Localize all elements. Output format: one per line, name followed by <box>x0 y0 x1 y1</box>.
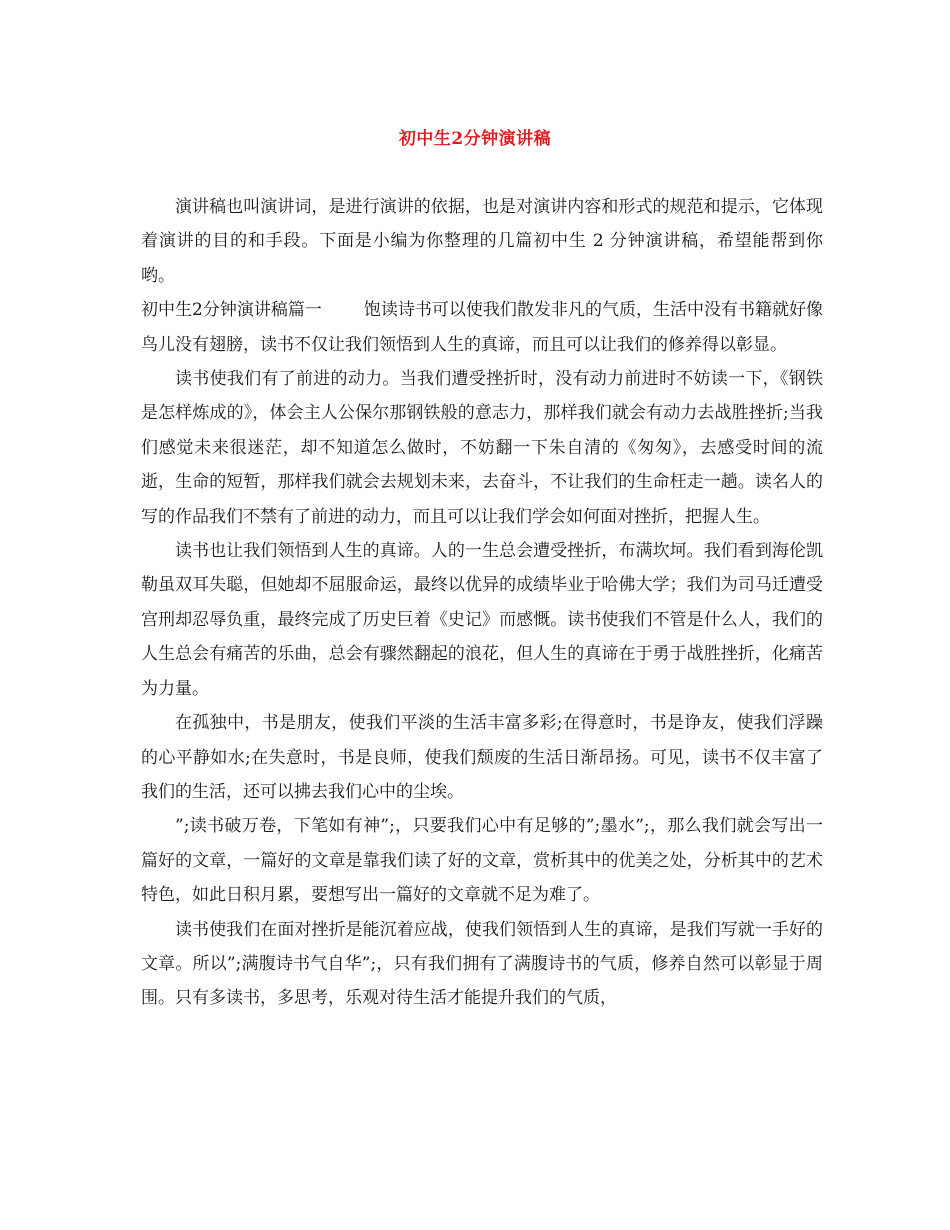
body-paragraph-friend: 在孤独中，书是朋友，使我们平淡的生活丰富多彩;在得意时，书是诤友，使我们浮躁的心平静如水;在失意时，书是良师，使我们颓废的生活日渐昂扬。可见，读书不仅丰富了我们的生活，还可以拂去我们心中的尘埃。 <box>141 713 823 802</box>
section-text: 饱读诗书可以使我们散发非凡的气质，生活中没有书籍就好像鸟儿没有翅膀，读书不仅让我们领悟到人生的真谛，而且可以让我们的修养得以彰显。 <box>141 300 823 355</box>
body-paragraph-conclusion: 读书使我们在面对挫折是能沉着应战，使我们领悟到人生的真谛，是我们写就一手好的文章。所以”;满腹诗书气自华”;，只有我们拥有了满腹诗书的气质，修养自然可以彰显于周围。只有多读书，多思考，乐观对待生活才能提升我们的气质， <box>141 919 823 1009</box>
body-paragraph-writing: ”;读书破万卷，下笔如有神”;，只要我们心中有足够的”;墨水”;，那么我们就会写出一篇好的文章，一篇好的文章是靠我们读了好的文章，赏析其中的优美之处，分析其中的艺术特色，如此日积月累，要想写出一篇好的文章就不足为难了。 <box>141 816 823 906</box>
section-paragraph <box>141 293 823 362</box>
intro-paragraph: 演讲稿也叫演讲词，是进行演讲的依据，也是对演讲内容和形式的规范和提示，它体现着演讲的目的和手段。下面是小编为你整理的几篇初中生 2 分钟演讲稿，希望能帮到你哟。 <box>141 197 823 286</box>
body-paragraph-motivation: 读书使我们有了前进的动力。当我们遭受挫折时，没有动力前进时不妨读一下，《钢铁是怎样炼成的》，体会主人公保尔那钢铁般的意志力，那样我们就会有动力去战胜挫折;当我们感觉未来很迷茫，却不知道怎么做时，不妨翻一下朱自清的《匆匆》，去感受时间的流逝，生命的短暂，那样我们就会去规划未来，去奋斗，不让我们的生命枉走一趟。读名人的写的作品我们不禁有了前进的动力，而且可以让我们学会如何面对挫折，把握人生。 <box>141 369 823 527</box>
body-paragraph-truth: 读书也让我们领悟到人生的真谛。人的一生总会遭受挫折，布满坎坷。我们看到海伦凯勒虽双耳失聪，但她却不屈服命运，最终以优异的成绩毕业于哈佛大学；我们为司马迁遭受宫刑却忍辱负重，最终完成了历史巨着《史记》而感慨。读书使我们不管是什么人，我们的人生总会有痛苦的乐曲，总会有骤然翻起的浪花，但人生的真谛在于勇于战胜挫折，化痛苦为力量。 <box>141 541 823 699</box>
document-body <box>141 190 823 1016</box>
document-title: 初中生2分钟演讲稿 <box>398 129 552 149</box>
section-heading: 初中生2分钟演讲稿篇一 <box>141 300 322 321</box>
